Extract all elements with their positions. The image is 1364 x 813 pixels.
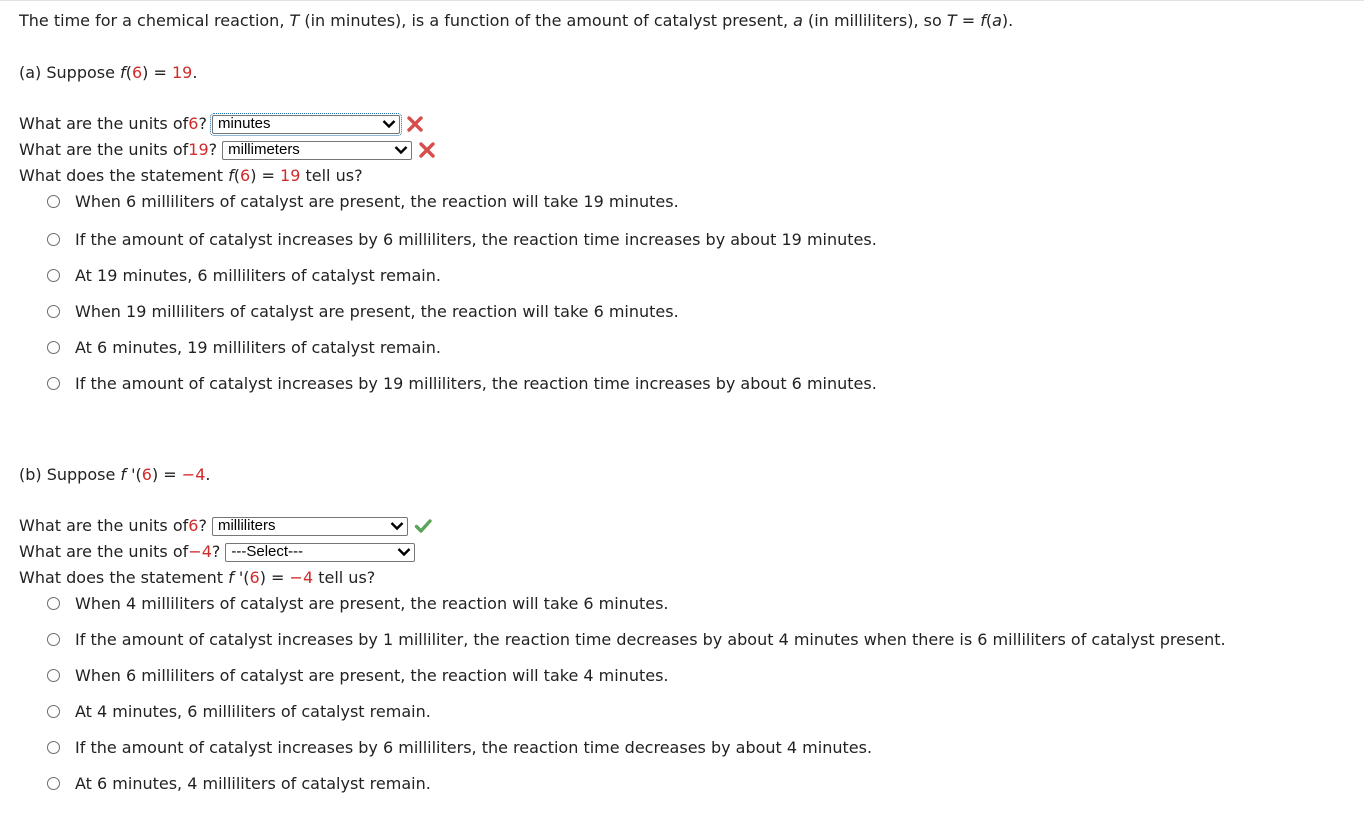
- units-select-a2[interactable]: millimeters: [222, 141, 412, 160]
- part-a-statement-question: What does the statement f(6) = 19 tell us?: [19, 166, 363, 185]
- x-mark-icon: [418, 141, 436, 159]
- radio-option[interactable]: If the amount of catalyst increases by 1 milliliter, the reaction time decreases by about 4 minutes when there is 6 milliliters of catalyst present.: [47, 630, 1226, 649]
- radio-button[interactable]: [47, 597, 60, 610]
- units-select-b2[interactable]: ---Select---: [225, 543, 415, 562]
- radio-option[interactable]: When 6 milliliters of catalyst are present, the reaction will take 4 minutes.: [47, 666, 669, 685]
- radio-button[interactable]: [47, 195, 60, 208]
- radio-option[interactable]: At 19 minutes, 6 milliliters of catalyst remain.: [47, 266, 441, 285]
- top-divider: [0, 0, 1364, 1]
- radio-option[interactable]: When 4 milliliters of catalyst are present, the reaction will take 6 minutes.: [47, 594, 669, 613]
- radio-option[interactable]: If the amount of catalyst increases by 6 milliliters, the reaction time decreases by about 4 minutes.: [47, 738, 872, 757]
- part-b-statement-question: What does the statement f '(6) = −4 tell us?: [19, 568, 376, 587]
- radio-option[interactable]: When 19 milliliters of catalyst are present, the reaction will take 6 minutes.: [47, 302, 679, 321]
- problem-statement: The time for a chemical reaction, T (in minutes), is a function of the amount of catalyst present, a (in milliliters), so T = f(a).: [19, 11, 1014, 30]
- chevron-down-icon: [382, 119, 396, 129]
- radio-button[interactable]: [47, 233, 60, 246]
- radio-option[interactable]: At 6 minutes, 4 milliliters of catalyst remain.: [47, 774, 431, 793]
- radio-button[interactable]: [47, 341, 60, 354]
- radio-option[interactable]: If the amount of catalyst increases by 6 milliliters, the reaction time increases by about 19 minutes.: [47, 230, 877, 249]
- part-b-heading: (b) Suppose f '(6) = −4.: [19, 465, 211, 484]
- radio-option[interactable]: At 4 minutes, 6 milliliters of catalyst remain.: [47, 702, 431, 721]
- radio-button[interactable]: [47, 741, 60, 754]
- units-select-b1[interactable]: milliliters: [212, 517, 408, 536]
- part-a-heading: (a) Suppose f(6) = 19.: [19, 63, 198, 82]
- x-mark-icon: [406, 115, 424, 133]
- chevron-down-icon: [397, 547, 411, 557]
- units-select-a1[interactable]: minutes: [212, 115, 400, 134]
- part-b-units-question-1: What are the units of 6 ? milliliters: [19, 516, 432, 536]
- radio-button[interactable]: [47, 669, 60, 682]
- radio-button[interactable]: [47, 305, 60, 318]
- chevron-down-icon: [394, 145, 408, 155]
- radio-button[interactable]: [47, 705, 60, 718]
- radio-button[interactable]: [47, 377, 60, 390]
- radio-button[interactable]: [47, 633, 60, 646]
- radio-button[interactable]: [47, 777, 60, 790]
- part-a-units-question-1: What are the units of 6 ? minutes: [19, 114, 424, 134]
- chevron-down-icon: [390, 521, 404, 531]
- radio-button[interactable]: [47, 269, 60, 282]
- part-a-units-question-2: What are the units of 19 ? millimeters: [19, 140, 436, 160]
- part-b-units-question-2: What are the units of −4 ? ---Select---: [19, 542, 415, 562]
- radio-option[interactable]: If the amount of catalyst increases by 19 milliliters, the reaction time increases by about 6 minutes.: [47, 374, 877, 393]
- radio-option[interactable]: At 6 minutes, 19 milliliters of catalyst remain.: [47, 338, 441, 357]
- radio-option[interactable]: When 6 milliliters of catalyst are present, the reaction will take 19 minutes.: [47, 192, 679, 211]
- check-mark-icon: [414, 517, 432, 535]
